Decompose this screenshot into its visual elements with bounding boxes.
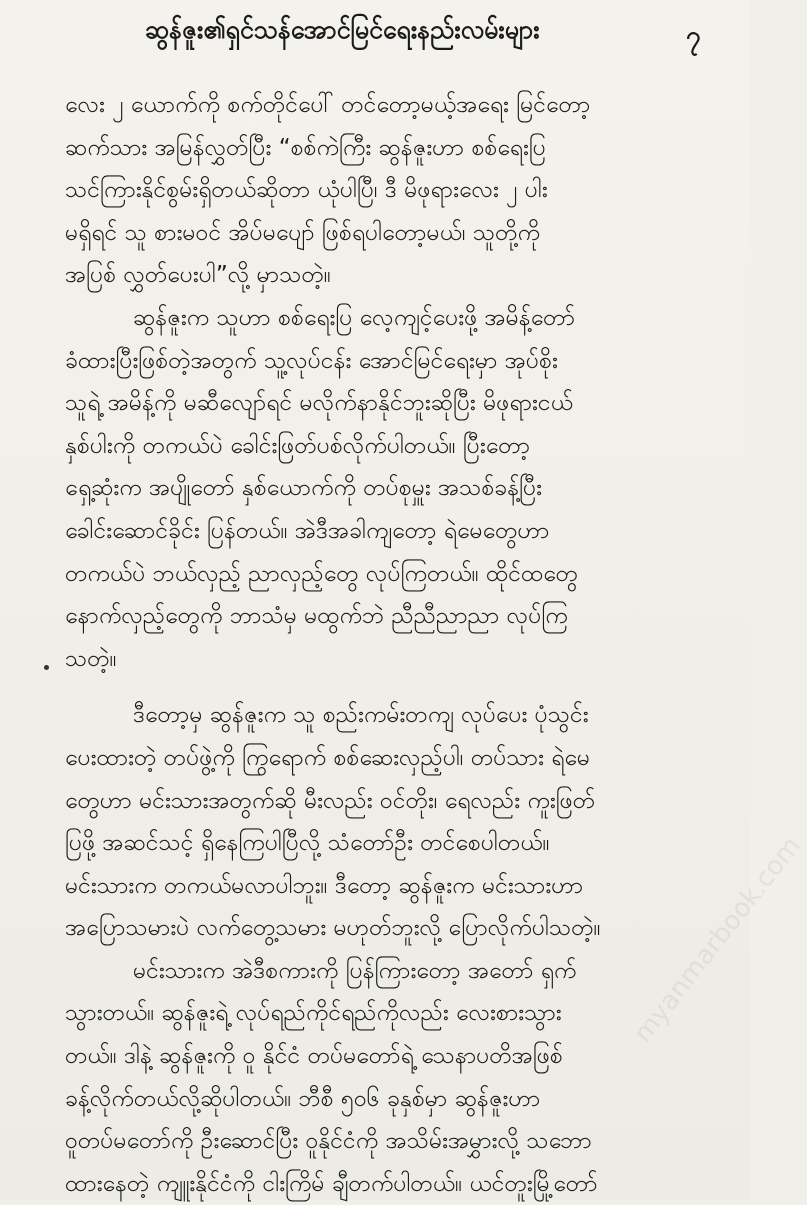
paragraph-gap bbox=[65, 680, 715, 694]
text-line: တွေဟာ မင်းသားအတွက်ဆို မီးလည်း ဝင်တိုး၊ ရေလည်း ကူးဖြတ် bbox=[65, 787, 596, 814]
text-line: သင်ကြားနိုင်စွမ်းရှိတယ်ဆိုတာ ယုံပါပြီ၊ ဒီ မိဖုရားလေး ၂ ပါး bbox=[65, 177, 548, 204]
text-line: သွားတယ်။ ဆွန်ဇူးရဲ့ လုပ်ရည်ကိုင်ရည်ကိုလည်း လေးစားသွား bbox=[65, 1000, 562, 1027]
text-line: ပေးထားတဲ့ တပ်ဖွဲ့ကို ကြွရောက် စစ်ဆေးလှည့်ပါ၊ တပ်သား ရဲမေ bbox=[65, 744, 591, 771]
text-line: သူရဲ့ အမိန့်ကို မဆီလျော်ရင် မလိုက်နာနိုင်ဘူးဆိုပြီး မိဖုရားငယ် bbox=[65, 390, 573, 417]
page-header bbox=[0, 14, 750, 62]
paragraph-first-line: မင်းသားက အဲဒီစကားကို ပြန်ကြားတော့ အတော် ရှက် bbox=[133, 957, 577, 984]
text-line: ခံထားပြီးဖြစ်တဲ့အတွက် သူ့လုပ်ငန်း အောင်မြင်ရေးမှာ အုပ်စိုး bbox=[65, 347, 558, 374]
text-line: ဆက်သား အမြန်လွှတ်ပြီး “စစ်ကဲကြီး ဆွန်ဇူးဟာ စစ်ရေးပြ bbox=[65, 134, 546, 161]
text-line: မရှိရင် သူ စားမဝင် အိပ်မပျော် ဖြစ်ရပါတော့မယ်၊ သူတို့ကို bbox=[65, 219, 541, 246]
text-line: ဝူတပ်မတော်ကို ဦးဆောင်ပြီး ဝူနိုင်ငံကို အသိမ်းအမွှားလို့ သဘော bbox=[65, 1128, 592, 1155]
text-line: သတဲ့။ bbox=[65, 645, 117, 672]
text-line: လေး ၂ ယောက်ကို စက်တိုင်ပေါ် တင်တော့မယ့်အရေး မြင်တော့ bbox=[65, 92, 591, 118]
watermark: myanmarbook.com bbox=[628, 831, 807, 1049]
paragraph-first-line: ဆွန်ဇူးက သူဟာ စစ်ရေးပြ လေ့ကျင့်ပေးဖို့ အမိန့်တော် bbox=[133, 304, 576, 331]
text-line: ပြဖို့ အဆင်သင့် ရှိနေကြပါပြီလို့ သံတော်ဦး တင်စေပါတယ်။ bbox=[65, 830, 550, 857]
text-line: တကယ်ပဲ ဘယ်လှည့် ညာလှည့်တွေ လုပ်ကြတယ်။ ထိုင်ထတွေ bbox=[65, 560, 579, 587]
text-line: ခေါင်းဆောင်ခိုင်း ပြန်တယ်။ အဲဒီအခါကျတော့ ရဲမေတွေဟာ bbox=[65, 517, 550, 544]
margin-mark bbox=[44, 665, 49, 670]
body-text bbox=[65, 84, 715, 1205]
text-line: ထားနေတဲ့ ကျူးနိုင်ငံကို ငါးကြိမ် ချီတက်ပါတယ်။ ယင်တူးမြို့တော် bbox=[65, 1170, 598, 1197]
text-line: တယ်။ ဒါနဲ့ ဆွန်ဇူးကို ဝူ နိုင်ငံ တပ်မတော်ရဲ့ သေနာပတိအဖြစ် bbox=[65, 1043, 563, 1070]
text-line: ခန့်လိုက်တယ်လို့ဆိုပါတယ်။ ဘီစီ ၅၀၆ ခုနှစ်မှာ ဆွန်ဇူးဟာ bbox=[65, 1085, 541, 1112]
running-title: ဆွန်ဇူး၏ရှင်သန်အောင်မြင်ရေးနည်းလမ်းများ bbox=[145, 15, 540, 44]
text-line: အပြောသမားပဲ လက်တွေ့သမား မဟုတ်ဘူးလို့ ပြောလိုက်ပါသတဲ့။ bbox=[65, 915, 601, 942]
text-line: မင်းသားက တကယ်မလာပါဘူး။ ဒီတော့ ဆွန်ဇူးက မင်းသားဟာ bbox=[65, 872, 584, 899]
page-number: ၇ bbox=[686, 21, 701, 51]
text-line: ရှေ့ဆုံးက အပျိုတော် နှစ်ယောက်ကို တပ်စုမှူး အသစ်ခန့်ပြီး bbox=[65, 475, 542, 502]
text-line: နှစ်ပါးကို တကယ်ပဲ ခေါင်းဖြတ်ပစ်လိုက်ပါတယ်။ ပြီးတော့ bbox=[65, 432, 531, 459]
text-line: နောက်လှည့်တွေကို ဘာသံမှ မထွက်ဘဲ ညီညီညာညာ လုပ်ကြ bbox=[65, 603, 568, 630]
paragraph-first-line: ဒီတော့မှ ဆွန်ဇူးက သူ စည်းကမ်းတကျ လုပ်ပေး ပုံသွင်း bbox=[133, 702, 589, 729]
text-line: အပြစ် လွှတ်ပေးပါ”လို့ မှာသတဲ့။ bbox=[65, 262, 331, 289]
